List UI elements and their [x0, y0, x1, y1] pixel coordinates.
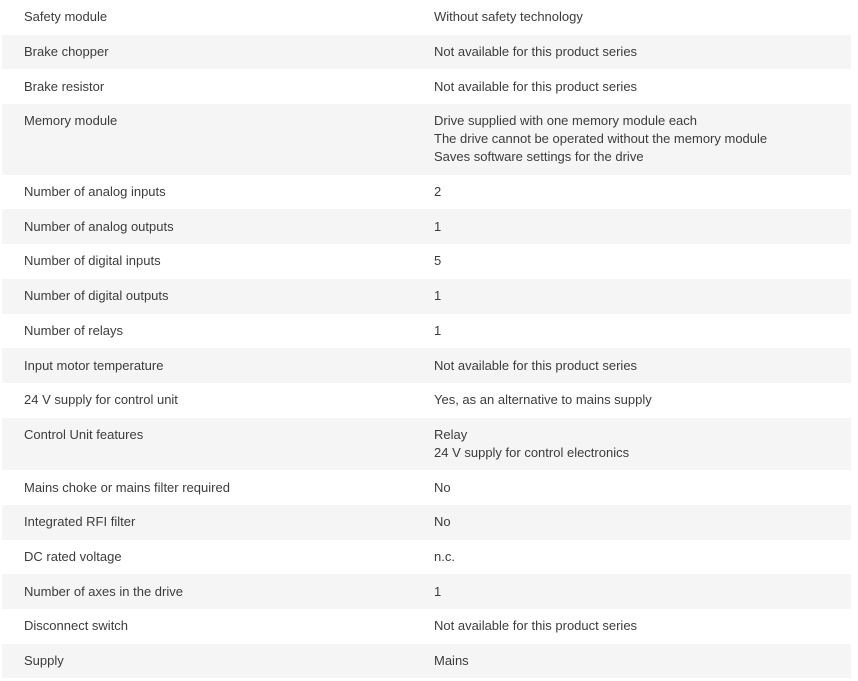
value-line: 2 [434, 184, 442, 200]
property-value [434, 252, 851, 270]
property-label: Mains choke or mains filter required [24, 479, 230, 495]
value-line: 1 [434, 218, 442, 234]
value-line: No [434, 479, 451, 495]
value-line: Not available for this product series [434, 44, 638, 60]
value-line: Not available for this product series [434, 357, 638, 373]
property-value [434, 391, 851, 409]
property-label: Number of digital inputs [24, 253, 161, 269]
value-line: Saves software settings for the drive [434, 149, 644, 165]
property-value [434, 112, 851, 166]
property-value [434, 357, 851, 375]
value-line: Relay [434, 426, 468, 442]
property-label: 24 V supply for control unit [24, 392, 178, 408]
property-value [434, 426, 851, 462]
table-row [2, 644, 851, 679]
value-line: Not available for this product series [434, 618, 638, 634]
property-label: Brake resistor [24, 78, 105, 94]
property-value [434, 652, 851, 670]
value-line: Without safety technology [434, 9, 583, 25]
property-label: Number of analog inputs [24, 184, 166, 200]
table-row [2, 540, 851, 575]
table-row [2, 104, 851, 175]
value-line: The drive cannot be operated without the memory module [434, 131, 768, 147]
property-value [434, 183, 851, 201]
table-row [2, 418, 851, 471]
property-value [434, 43, 851, 61]
value-line: 1 [434, 322, 442, 338]
property-value [434, 548, 851, 566]
property-value [434, 513, 851, 531]
property-label: Number of relays [24, 322, 123, 338]
table-row [2, 69, 851, 104]
property-label: Number of analog outputs [24, 218, 174, 234]
value-line: 24 V supply for control electronics [434, 444, 630, 460]
property-value [434, 287, 851, 305]
table-row [2, 244, 851, 279]
value-line: Not available for this product series [434, 78, 638, 94]
table-row [2, 383, 851, 418]
property-label: Number of axes in the drive [24, 583, 183, 599]
property-label: Brake chopper [24, 44, 109, 60]
property-value [434, 78, 851, 96]
value-line: 1 [434, 583, 442, 599]
table-row [2, 35, 851, 70]
property-label: Safety module [24, 9, 108, 25]
property-label: Disconnect switch [24, 618, 129, 634]
property-label: Control Unit features [24, 426, 144, 442]
specification-table [2, 0, 851, 678]
table-row [2, 314, 851, 349]
table-row [2, 348, 851, 383]
property-label: Number of digital outputs [24, 288, 169, 304]
property-label: Integrated RFI filter [24, 514, 136, 530]
table-row [2, 470, 851, 505]
table-row [2, 0, 851, 35]
property-value [434, 218, 851, 236]
table-row [2, 609, 851, 644]
value-line: No [434, 514, 451, 530]
property-label: Memory module [24, 113, 118, 129]
property-value [434, 479, 851, 497]
property-label: DC rated voltage [24, 548, 122, 564]
property-label: Supply [24, 653, 64, 669]
value-line: Mains [434, 653, 469, 669]
table-row [2, 209, 851, 244]
property-value [434, 617, 851, 635]
value-line: Yes, as an alternative to mains supply [434, 392, 652, 408]
table-row [2, 574, 851, 609]
property-label: Input motor temperature [24, 357, 164, 373]
value-line: Drive supplied with one memory module each [434, 113, 698, 129]
table-row [2, 279, 851, 314]
property-value [434, 583, 851, 601]
property-value [434, 322, 851, 340]
property-value [434, 8, 851, 26]
value-line: n.c. [434, 548, 455, 564]
value-line: 1 [434, 288, 442, 304]
table-row [2, 505, 851, 540]
value-line: 5 [434, 253, 442, 269]
table-row [2, 175, 851, 210]
